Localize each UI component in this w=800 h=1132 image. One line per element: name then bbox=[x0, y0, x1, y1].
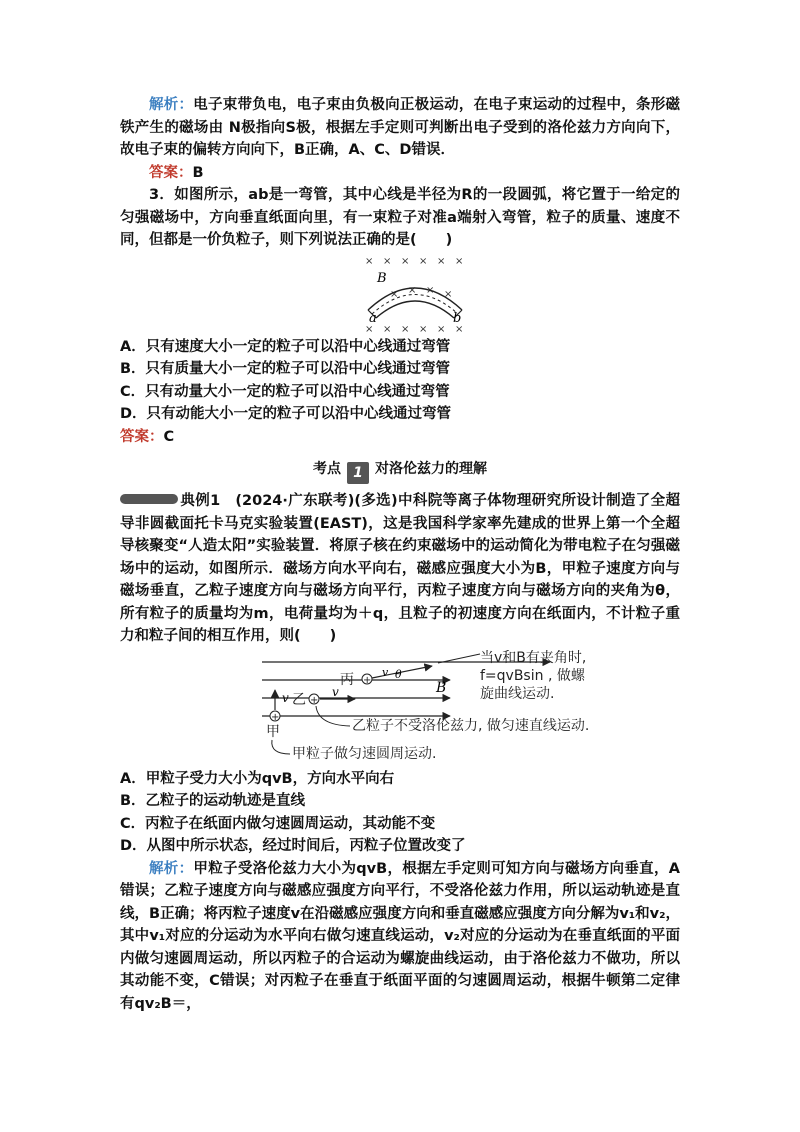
example-analysis bbox=[120, 858, 680, 1016]
svg-text:×: × bbox=[419, 323, 428, 335]
document-page bbox=[120, 94, 680, 1015]
answer-value: B bbox=[192, 164, 204, 181]
svg-text:×: × bbox=[383, 323, 392, 335]
svg-text:×: × bbox=[401, 323, 410, 335]
note-yi: 乙粒子不受洛伦兹力, 做匀速直线运动. bbox=[352, 717, 590, 734]
note-helical-3: 旋曲线运动. bbox=[480, 685, 555, 702]
example-option-b: B．乙粒子的运动轨迹是直线 bbox=[120, 793, 306, 809]
question-3-stem: 3．如图所示，ab是一弯管，其中心线是半径为R的一段圆弧，将它置于一给定的匀强磁场中，方向垂直纸面向里，有一束粒子对准a端射入弯管，粒子的质量、速度不同，但都是一价负粒子，则下列说法正确的是( ) bbox=[120, 187, 680, 248]
svg-text:×: × bbox=[419, 255, 428, 267]
label-B-field: B bbox=[436, 679, 447, 696]
svg-text:+: + bbox=[271, 711, 280, 723]
label-B: B bbox=[377, 270, 387, 286]
svg-text:×: × bbox=[437, 323, 446, 335]
analysis-paragraph-1 bbox=[120, 94, 680, 162]
svg-text:×: × bbox=[383, 255, 392, 267]
svg-text:×: × bbox=[401, 255, 410, 267]
svg-text:×: × bbox=[426, 284, 435, 296]
q3-option-b: B．只有质量大小一定的粒子可以沿中心线通过弯管 bbox=[120, 361, 451, 377]
q3-option-a: A．只有速度大小一定的粒子可以沿中心线通过弯管 bbox=[120, 338, 451, 355]
svg-text:×: × bbox=[455, 323, 464, 335]
svg-text:×: × bbox=[444, 288, 453, 300]
magnetic-field-figure bbox=[120, 650, 680, 768]
answer-line-2 bbox=[120, 426, 680, 449]
answer-label: 答案： bbox=[149, 164, 193, 181]
curved-tube-diagram bbox=[120, 254, 680, 336]
svg-text:v: v bbox=[282, 690, 289, 705]
answer-value: C bbox=[163, 428, 175, 445]
q3-option-c: C．只有动量大小一定的粒子可以沿中心线通过弯管 bbox=[120, 383, 450, 400]
answer-line-1 bbox=[120, 162, 680, 185]
example-option-c: C．丙粒子在纸面内做匀速圆周运动，其动能不变 bbox=[120, 815, 436, 832]
example-text: (2024·广东联考)(多选)中科院等离子体物理研究所设计制造了全超导非圆截面托卡马克实验装置(EAST)，这是我国科学家率先建成的世界上第一个全超导核聚变“人造太阳”实验装置．将原子核在约束磁场中的运动简化为带电粒子在匀强磁场中的运动，如图所示．磁场方向水平向右，磁感应强度大小为B，甲粒子速度方向与磁场垂直，乙粒子速度方向与磁场方向平行，丙粒子速度方向与磁场方向的夹角为θ，所有粒子的质量均为m，电荷量均为＋q，且粒子的初速度方向在纸面内，不计粒子重力和粒子间的相互作用，则( ) bbox=[120, 493, 681, 644]
svg-text:+: + bbox=[363, 674, 372, 686]
svg-text:+: + bbox=[310, 694, 319, 706]
label-yi: 乙 bbox=[292, 691, 306, 708]
svg-text:×: × bbox=[365, 323, 374, 335]
svg-text:v: v bbox=[382, 665, 389, 679]
label-jia: 甲 bbox=[266, 723, 280, 740]
q3-option-d: D．只有动能大小一定的粒子可以沿中心线通过弯管 bbox=[120, 406, 452, 422]
note-helical-2: f=qvBsin , 做螺 bbox=[480, 667, 585, 684]
field-cross: × bbox=[365, 255, 374, 267]
svg-text:×: × bbox=[437, 255, 446, 267]
example-option-a: A．甲粒子受力大小为qvB，方向水平向右 bbox=[120, 770, 395, 787]
note-helical-1: 当v和B有夹角时, bbox=[480, 649, 587, 666]
svg-text:v: v bbox=[332, 684, 339, 699]
svg-text:×: × bbox=[455, 255, 464, 267]
section-heading bbox=[120, 458, 680, 484]
analysis-text: 电子束带负电，电子束由负极向正极运动，在电子束运动的过程中，条形磁铁产生的磁场由 N极指向S极，根据左手定则可判断出电子受到的洛伦兹力方向向下，故电子束的偏转方向向下，B正确，A、C、D错误． bbox=[120, 97, 681, 158]
svg-text:×: × bbox=[390, 288, 399, 300]
section-number-badge: 1 bbox=[347, 462, 369, 484]
section-prefix: 考点 bbox=[313, 461, 341, 477]
example-1-stem bbox=[120, 490, 680, 648]
example-option-d: D．从图中所示状态，经过时间后，丙粒子位置改变了 bbox=[120, 838, 466, 854]
analysis-label: 解析： bbox=[149, 860, 194, 877]
svg-text:×: × bbox=[408, 284, 417, 296]
answer-label: 答案： bbox=[120, 428, 164, 445]
example-tag: 典例1 bbox=[180, 493, 221, 509]
label-bing: 丙 bbox=[340, 671, 354, 688]
analysis-label: 解析： bbox=[149, 97, 194, 113]
note-jia: 甲粒子做匀速圆周运动. bbox=[292, 745, 437, 762]
analysis-text: 甲粒子受洛伦兹力大小为qvB，根据左手定则可知方向与磁场方向垂直，A错误；乙粒子速度方向与磁感应强度方向平行，不受洛伦兹力作用，所以运动轨迹是直线，B正确；将丙粒子速度v在沿磁感应强度方向和垂直磁感应强度方向分解为v₁和v₂，其中v₁对应的分运动为水平向右做匀速直线运动，v₂对应的分运动为在垂直纸面的平面内做匀速圆周运动，所以丙粒子的合运动为螺旋曲线运动，由于洛伦兹力不做功，所以其动能不变，C错误；对丙粒子在垂直于纸面平面的匀速圆周运动，根据牛顿第二定律有qv₂B＝， bbox=[120, 860, 680, 1012]
label-b: b bbox=[453, 310, 462, 326]
section-title: 对洛伦兹力的理解 bbox=[375, 461, 487, 477]
label-a: a bbox=[369, 310, 377, 326]
curved-tube-figure bbox=[120, 254, 680, 336]
tube-inner-arc bbox=[376, 301, 454, 318]
particle-motion-diagram bbox=[120, 650, 680, 768]
example-marker-bar bbox=[120, 494, 178, 504]
svg-text:θ: θ bbox=[395, 667, 402, 681]
